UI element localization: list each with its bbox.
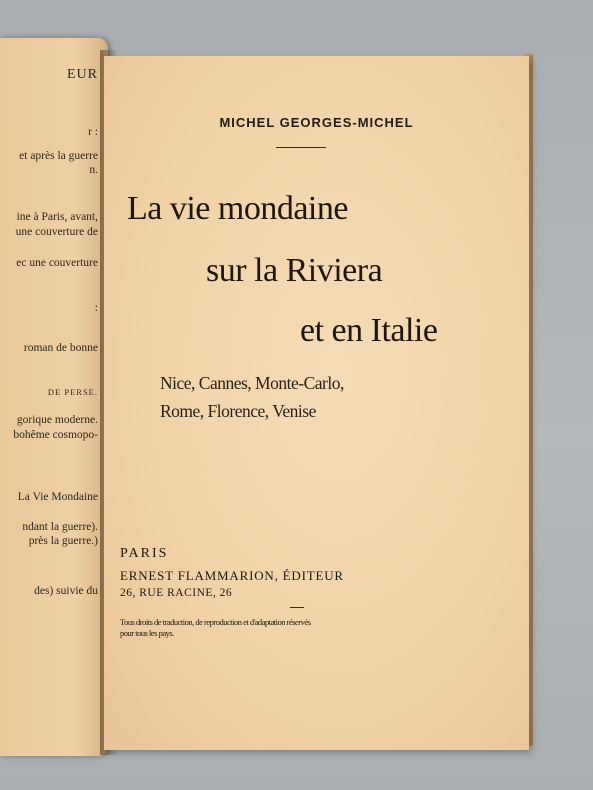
left-page-text-line: ndant la guerre). bbox=[22, 521, 98, 533]
left-page-text-line: EUR bbox=[67, 67, 98, 82]
rights-notice-line-2: pour tous les pays. bbox=[120, 628, 174, 638]
left-page-text-line: gorique moderne. bbox=[16, 414, 98, 426]
title-line-2: sur la Riviera bbox=[206, 252, 383, 289]
left-page-text-line: r : bbox=[88, 126, 98, 138]
author-rule bbox=[276, 147, 326, 148]
left-page-text-line: roman de bonne bbox=[23, 342, 98, 354]
left-page-text-line: près la guerre.) bbox=[28, 535, 98, 547]
left-page-text-line: La Vie Mondaine bbox=[17, 491, 98, 503]
left-page-text-line: ec une couverture bbox=[16, 257, 98, 269]
author-name: MICHEL GEORGES-MICHEL bbox=[219, 115, 414, 130]
subtitle-line-2: Rome, Florence, Venise bbox=[160, 401, 316, 421]
left-page-text-line: DE PERSE. bbox=[47, 387, 98, 397]
left-page-text-line: ine à Paris, avant, bbox=[16, 211, 98, 223]
left-page bbox=[0, 38, 108, 756]
left-page-text-line: n. bbox=[89, 164, 98, 176]
left-page-text-line: : bbox=[94, 302, 98, 314]
publisher-address: 26, RUE RACINE, 26 bbox=[120, 587, 233, 599]
imprint-city: PARIS bbox=[120, 546, 169, 561]
left-page-text-line: des) suivie du bbox=[34, 585, 98, 597]
title-line-3: et en Italie bbox=[300, 312, 438, 349]
title-line-1: La vie mondaine bbox=[127, 190, 348, 227]
publisher-name: ERNEST FLAMMARION, ÉDITEUR bbox=[120, 568, 344, 583]
imprint-rule bbox=[290, 607, 304, 608]
left-page-text-line: bohême cosmopo- bbox=[13, 429, 98, 441]
rights-notice-line-1: Tous droits de traduction, de reproduction et d'adaptation réservés bbox=[120, 617, 311, 627]
subtitle-line-1: Nice, Cannes, Monte-Carlo, bbox=[160, 373, 344, 393]
left-page-text-line: une couverture de bbox=[15, 226, 98, 238]
left-page-text-line: et après la guerre bbox=[19, 150, 98, 162]
